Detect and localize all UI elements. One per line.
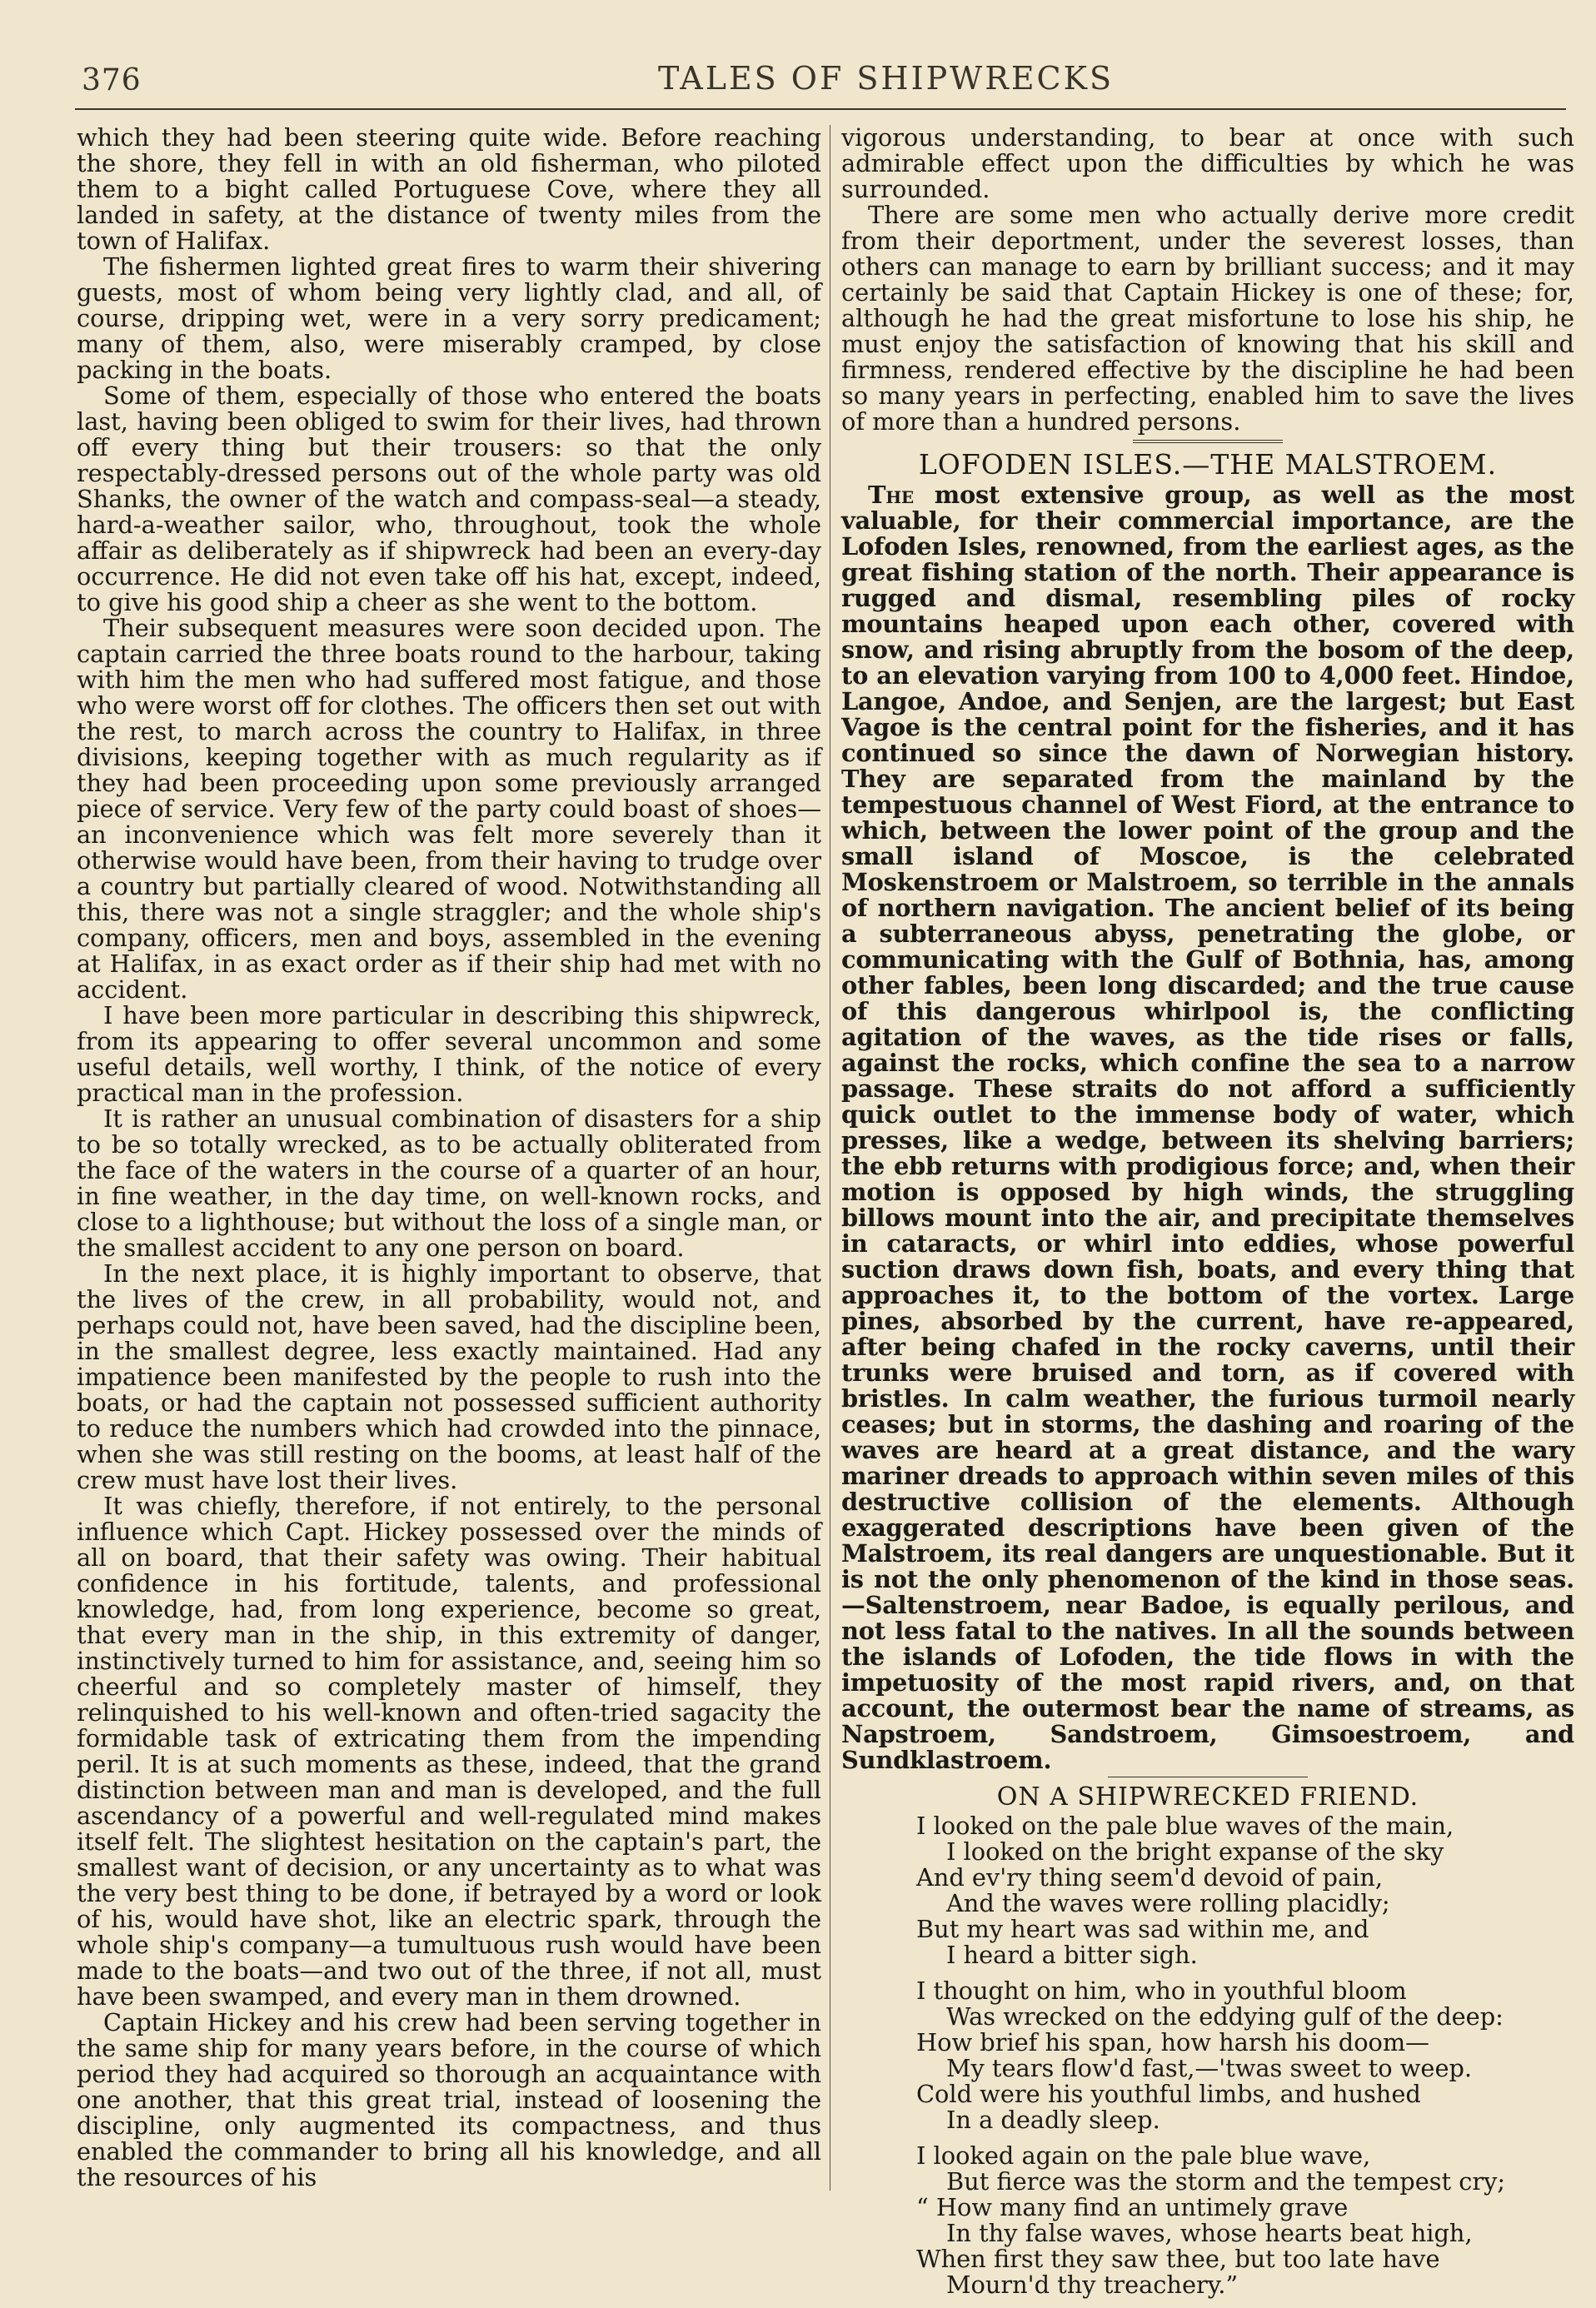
poem-title: ON A SHIPWRECKED FRIEND. — [996, 1782, 1419, 1812]
poem-line: I looked again on the pale blue wave, — [916, 2141, 1371, 2170]
poem-line: I heard a bitter sigh. — [946, 1941, 1198, 1969]
paragraph: Some of them, especially of those who entered the boats last, having been obliged to swim for their lives, had thrown off every thing but their trousers: so that the only respectably-dressed persons out of the whole party was old Shanks, the owner of the watch and compass-seal—a steady, hard-a-weather sailor, who, throughout, took the whole affair as deliberately as if shipwreck had been an every-day occurrence. He did not even take off his hat, except, indeed, to give his good ship a cheer as she went to the bottom. — [77, 381, 821, 616]
section-body-text: most extensive group, as well as the most valuable, for their commercial importance, are the Lofoden Isles, renowned, from the earliest ages, as the great fishing station of the north. Their appearance is rugged and dismal, resembling piles of rocky mountains heaped upon each other, covered with snow, and rising abruptly from the bosom of the deep, to an elevation varying from 100 to 4,000 feet. Hindoe, Langoe, Andoe, and Senjen, are the largest; but East Vagoe is the central point for the fisheries, and it has continued so since the dawn of Norwegian history. They are separated from the mainland by the tempestuous channel of West Fiord, at the entrance to which, between the lower point of the group and the small island of Moscoe, is the celebrated Moskenstroem or Malstroem, so terrible in the annals of northern navigation. The ancient belief of its being a subterraneous abyss, penetrating the globe, or communicating with the Gulf of Bothnia, has, among other fables, been long discarded; and the true cause of this dangerous whirlpool is, the conflicting agitation of the waves, as the tide rises or falls, against the rocks, which confine the sea to a narrow passage. These straits do not afford a sufficiently quick outlet to the immense body of water, which presses, like a wedge, between its shelving barriers; the ebb returns with prodigious force; and, when their motion is opposed by high winds, the struggling billows mount into the air, and precipitate themselves in cataracts, or whirl into eddies, whose powerful suction draws down fish, boats, and every thing that approaches it, to the bottom of the vortex. Large pines, absorbed by the current, have re-appeared, after being chafed in the rocky caverns, until their trunks were bruised and torn, as if covered with bristles. In calm weather, the furious turmoil nearly ceases; but in storms, the dashing and roaring of the waves are heard at a great distance, and the wary mariner dreads to approach within seven miles of this destructive collision of the elements. Although exaggerated descriptions have been given of the Malstroem, its real dangers are unquestionable. But it is not the only phenomenon of the kind in those seas.—Saltenstroem, near Badoe, is equally perilous, and not less fatal to the natives. In all the sounds between the islands of Lofoden, the tide flows in with the impetuosity of the most rapid rivers, and, on that account, the outermost bear the name of streams, as Napstroem, Sandstroem, Gimsoestroem, and Sundklastroem. — [841, 481, 1574, 1774]
paragraph: Their subsequent measures were soon decided upon. The captain carried the three boats round to the harbour, taking with him the men who had suffered most fatigue, and those who were worst off for clothes. The officers then set out with the rest, to march across the country to Halifax, in three divisions, keeping together with as much regularity as if they had been proceeding upon some previously arranged piece of service. Very few of the party could boast of shoes—an inconvenience which was felt more severely than it otherwise would have been, from their having to trudge over a country but partially cleared of wood. Notwithstanding all this, there was not a single straggler; and the whole ship's company, officers, men and boys, assembled in the evening at Halifax, in as exact order as if their ship had met with no accident. — [77, 614, 821, 1004]
page-number: 376 — [82, 63, 142, 97]
poem-line: Mourn'd thy treachery.” — [946, 2271, 1239, 2299]
section-divider — [1133, 440, 1283, 443]
poem-stanza — [916, 2143, 1574, 2298]
poem-line: And ev'ry thing seem'd devoid of pain, — [916, 1863, 1384, 1892]
poem-line: And the waves were rolling placidly; — [946, 1889, 1390, 1917]
poem-line: In thy false waves, whose hearts beat high, — [946, 2219, 1473, 2247]
section-body — [841, 482, 1574, 1773]
paragraph: Captain Hickey and his crew had been serving together in the same ship for many years before, in the course of which period they had acquired so thorough an acquaintance with one another, that this great trial, instead of loosening the discipline, only augmented its compactness, and thus enabled the commander to bring all his knowledge, and all the resources of his — [77, 2008, 821, 2191]
poem-stanza — [916, 1978, 1574, 2133]
header-rule — [75, 108, 1566, 110]
poem-line: But my heart was sad within me, and — [916, 1915, 1369, 1943]
paragraph: which they had been steering quite wide. Before reaching the shore, they fell in with an old fisherman, who piloted them to a bight called Portuguese Cove, where they all landed in safety, at the distance of twenty miles from the town of Halifax. — [77, 123, 821, 255]
poem-stanza — [916, 1813, 1574, 1968]
running-title: TALES OF SHIPWRECKS — [658, 60, 1115, 97]
paragraph: I have been more particular in describing this shipwreck, from its appearing to offer several uncommon and some useful details, well worthy, I think, of the notice of every practical man in the profession. — [77, 1001, 821, 1107]
paragraph: There are some men who actually derive more credit from their deportment, under the severest losses, than others can manage to earn by brilliant success; and it may certainly be said that Captain Hickey is one of these; for, although he had the great misfortune to lose his ship, he must enjoy the satisfaction of knowing that his skill and firmness, rendered effective by the discipline he had been so many years in perfecting, enabled him to save the lives of more than a hundred persons. — [841, 201, 1574, 436]
paragraph: It was chiefly, therefore, if not entirely, to the personal influence which Capt. Hickey possessed over the minds of all on board, that their safety was owing. Their habitual confidence in his fortitude, talents, and professional knowledge, had, from long experience, become so great, that every man in the ship, in this extremity of danger, instinctively turned to him for assistance, and, seeing him so cheerful and so completely master of himself, they relinquished to his well-known and often-tried sagacity the formidable task of extricating them from the impending peril. It is at such moments as these, indeed, that the grand distinction between man and man is developed, and the full ascendancy of a powerful and well-regulated mind makes itself felt. The slightest hesitation on the captain's part, the smallest want of decision, or any uncertainty as to what was the very best thing to be done, if betrayed by a word or look of his, would have shot, like an electric spark, through the whole ship's company—a tumultuous rush would have been made to the boats—and two out of the three, if not all, must have been swamped, and every man in them drowned. — [77, 1492, 821, 2011]
poem — [916, 1813, 1574, 2298]
poem-line: Was wrecked on the eddying gulf of the deep: — [946, 2002, 1504, 2031]
page-header — [75, 57, 1563, 107]
poem-line: When first they saw thee, but too late have — [916, 2245, 1440, 2273]
poem-line: In a deadly sleep. — [946, 2106, 1160, 2134]
poem-line: I looked on the pale blue waves of the main, — [916, 1812, 1454, 1840]
section-title: LOFODEN ISLES.—THE MALSTROEM. — [918, 448, 1498, 481]
poem-line: Cold were his youthful limbs, and hushed — [916, 2080, 1421, 2108]
paragraph: In the next place, it is highly important to observe, that the lives of the crew, in all probability, would not, and perhaps could not, have been saved, had the discipline been, in the smallest degree, less exactly maintained. Had any impatience been manifested by the people to rush into the boats, or had the captain not possessed sufficient authority to reduce the numbers which had crowded into the pinnace, when she was still resting on the booms, at least half of the crew must have lost their lives. — [77, 1259, 821, 1494]
right-column — [841, 125, 1574, 2308]
poem-line: How brief his span, how harsh his doom— — [916, 2028, 1429, 2056]
section-dropcap: The — [868, 481, 914, 509]
left-column — [77, 125, 821, 2191]
paragraph: It is rather an unusual combination of disasters for a ship to be so totally wrecked, as to be actually obliterated from the face of the waters in the course of a quarter of an hour, in fine weather, in the day time, on well-known rocks, and close to a lighthouse; but without the loss of a single man, or the smallest accident to any one person on board. — [77, 1104, 821, 1262]
paragraph: vigorous understanding, to bear at once with such admirable effect upon the difficulties by which he was surrounded. — [841, 123, 1574, 203]
poem-line: My tears flow'd fast,—'twas sweet to weep. — [946, 2054, 1473, 2082]
poem-line: But fierce was the storm and the tempest cry; — [946, 2167, 1506, 2196]
poem-line: I looked on the bright expanse of the sky — [946, 1837, 1444, 1866]
poem-line: I thought on him, who in youthful bloom — [916, 1977, 1407, 2005]
paragraph: The fishermen lighted great fires to warm their shivering guests, most of whom being very lightly clad, and all, of course, dripping wet, were in a very sorry predicament; many of them, also, were miserably cramped, by close packing in the boats. — [77, 252, 821, 384]
poem-line: “ How many find an untimely grave — [916, 2193, 1349, 2221]
